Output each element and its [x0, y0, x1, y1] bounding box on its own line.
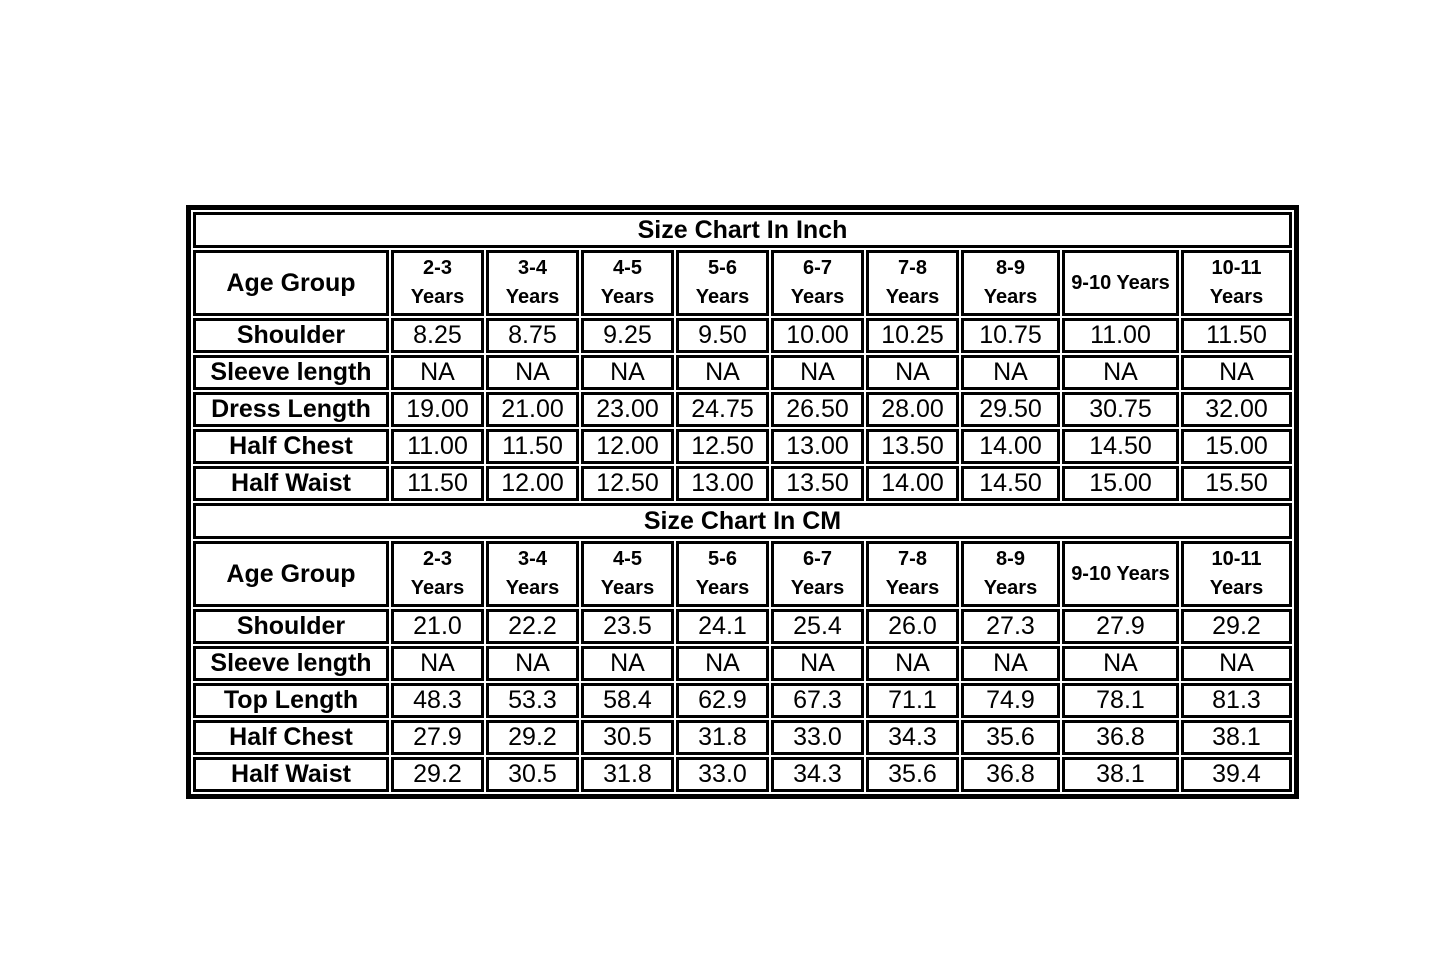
column-header — [1062, 250, 1179, 316]
column-header-line1: 10-11 — [1211, 548, 1262, 570]
column-header-line1: 2-3 — [423, 548, 452, 570]
data-cell: 15.00 — [1181, 429, 1292, 464]
column-header-line1: 4-5 — [613, 257, 642, 279]
column-header — [391, 250, 484, 316]
column-header-line2: Years — [410, 286, 465, 308]
data-cell: 24.1 — [676, 609, 769, 644]
column-header-line2: Years — [1209, 286, 1264, 308]
data-cell: 14.50 — [961, 466, 1060, 501]
data-cell: NA — [866, 646, 959, 681]
data-cell: 11.00 — [391, 429, 484, 464]
table-row — [193, 355, 1292, 390]
data-cell: 19.00 — [391, 392, 484, 427]
title-row — [193, 212, 1292, 248]
column-header-line1: 8-9 — [996, 257, 1025, 279]
data-cell: NA — [486, 355, 579, 390]
column-header — [676, 250, 769, 316]
column-header — [581, 541, 674, 607]
data-cell: NA — [1181, 646, 1292, 681]
column-header — [771, 250, 864, 316]
data-cell: 21.0 — [391, 609, 484, 644]
column-header — [391, 541, 484, 607]
table-row — [193, 318, 1292, 353]
data-cell: 11.50 — [391, 466, 484, 501]
data-cell: 26.0 — [866, 609, 959, 644]
data-cell: NA — [1181, 355, 1292, 390]
data-cell: 74.9 — [961, 683, 1060, 718]
data-cell: 10.75 — [961, 318, 1060, 353]
column-header-line2: Years — [885, 577, 940, 599]
data-cell: NA — [1062, 355, 1179, 390]
column-header-line1: 3-4 — [518, 548, 547, 570]
column-header-line1: 7-8 — [898, 548, 927, 570]
row-label: Shoulder — [193, 609, 389, 644]
data-cell: 14.00 — [866, 466, 959, 501]
data-cell: 58.4 — [581, 683, 674, 718]
data-cell: 31.8 — [676, 720, 769, 755]
size-chart-container — [186, 205, 1299, 799]
column-header-line2: Years — [505, 577, 560, 599]
data-cell: NA — [1062, 646, 1179, 681]
data-cell: NA — [771, 646, 864, 681]
data-cell: 81.3 — [1181, 683, 1292, 718]
data-cell: 12.50 — [676, 429, 769, 464]
table-row — [193, 392, 1292, 427]
data-cell: 11.50 — [486, 429, 579, 464]
data-cell: 31.8 — [581, 757, 674, 792]
column-header-line2: Years — [1209, 577, 1264, 599]
column-header-line1: 4-5 — [613, 548, 642, 570]
size-chart-table — [186, 205, 1299, 799]
column-header — [961, 541, 1060, 607]
data-cell: 8.75 — [486, 318, 579, 353]
data-cell: 27.9 — [1062, 609, 1179, 644]
table-row — [193, 429, 1292, 464]
data-cell: NA — [961, 646, 1060, 681]
data-cell: 36.8 — [1062, 720, 1179, 755]
data-cell: 12.00 — [486, 466, 579, 501]
data-cell: 27.9 — [391, 720, 484, 755]
data-cell: 13.00 — [676, 466, 769, 501]
column-header-line1: 5-6 — [708, 548, 737, 570]
data-cell: 39.4 — [1181, 757, 1292, 792]
column-header — [866, 250, 959, 316]
data-cell: 34.3 — [771, 757, 864, 792]
column-header-line1: 6-7 — [803, 548, 832, 570]
data-cell: 23.00 — [581, 392, 674, 427]
column-header-line1: 10-11 — [1211, 257, 1262, 279]
header-row — [193, 541, 1292, 607]
data-cell: 38.1 — [1181, 720, 1292, 755]
data-cell: 22.2 — [486, 609, 579, 644]
data-cell: NA — [771, 355, 864, 390]
column-header-line2: Years — [790, 286, 845, 308]
data-cell: 10.00 — [771, 318, 864, 353]
column-header — [486, 541, 579, 607]
header-row — [193, 250, 1292, 316]
column-header-line2: Years — [695, 286, 750, 308]
data-cell: 33.0 — [676, 757, 769, 792]
data-cell: 24.75 — [676, 392, 769, 427]
row-label: Dress Length — [193, 392, 389, 427]
data-cell: 12.50 — [581, 466, 674, 501]
data-cell: 8.25 — [391, 318, 484, 353]
data-cell: 32.00 — [1181, 392, 1292, 427]
data-cell: 15.50 — [1181, 466, 1292, 501]
column-header — [581, 250, 674, 316]
table-row — [193, 683, 1292, 718]
column-header — [1062, 541, 1179, 607]
data-cell: NA — [676, 355, 769, 390]
column-header-line1: 5-6 — [708, 257, 737, 279]
data-cell: 11.00 — [1062, 318, 1179, 353]
column-header-line2: Years — [983, 577, 1038, 599]
data-cell: 30.5 — [486, 757, 579, 792]
data-cell: 38.1 — [1062, 757, 1179, 792]
data-cell: NA — [581, 355, 674, 390]
data-cell: 25.4 — [771, 609, 864, 644]
data-cell: 10.25 — [866, 318, 959, 353]
data-cell: 71.1 — [866, 683, 959, 718]
data-cell: 29.2 — [391, 757, 484, 792]
column-header-line2: Years — [505, 286, 560, 308]
row-label: Sleeve length — [193, 355, 389, 390]
data-cell: 34.3 — [866, 720, 959, 755]
data-cell: 33.0 — [771, 720, 864, 755]
data-cell: 26.50 — [771, 392, 864, 427]
data-cell: NA — [676, 646, 769, 681]
column-header — [771, 541, 864, 607]
row-label: Half Chest — [193, 720, 389, 755]
data-cell: NA — [486, 646, 579, 681]
row-label: Sleeve length — [193, 646, 389, 681]
data-cell: 78.1 — [1062, 683, 1179, 718]
column-header-line2: Years — [790, 577, 845, 599]
table-row — [193, 757, 1292, 792]
column-header-line1: 2-3 — [423, 257, 452, 279]
data-cell: 36.8 — [961, 757, 1060, 792]
table-row — [193, 609, 1292, 644]
data-cell: 23.5 — [581, 609, 674, 644]
data-cell: 12.00 — [581, 429, 674, 464]
data-cell: NA — [391, 355, 484, 390]
age-group-header: Age Group — [193, 541, 389, 607]
data-cell: NA — [866, 355, 959, 390]
column-header — [1181, 541, 1292, 607]
data-cell: NA — [391, 646, 484, 681]
data-cell: 13.00 — [771, 429, 864, 464]
column-header-line2: Years — [410, 577, 465, 599]
column-header-line2: Years — [983, 286, 1038, 308]
row-label: Half Waist — [193, 757, 389, 792]
data-cell: 35.6 — [866, 757, 959, 792]
data-cell: 14.00 — [961, 429, 1060, 464]
column-header-line1: 9-10 Years — [1071, 562, 1170, 585]
data-cell: 14.50 — [1062, 429, 1179, 464]
row-label: Top Length — [193, 683, 389, 718]
table-row — [193, 466, 1292, 501]
column-header-line2: Years — [600, 577, 655, 599]
data-cell: 27.3 — [961, 609, 1060, 644]
data-cell: 29.2 — [486, 720, 579, 755]
data-cell: 53.3 — [486, 683, 579, 718]
data-cell: 9.25 — [581, 318, 674, 353]
column-header-line2: Years — [600, 286, 655, 308]
column-header-line1: 8-9 — [996, 548, 1025, 570]
data-cell: 28.00 — [866, 392, 959, 427]
age-group-header: Age Group — [193, 250, 389, 316]
column-header — [676, 541, 769, 607]
column-header — [961, 250, 1060, 316]
column-header-line1: 6-7 — [803, 257, 832, 279]
data-cell: 29.2 — [1181, 609, 1292, 644]
title-row — [193, 503, 1292, 539]
column-header-line2: Years — [885, 286, 940, 308]
column-header — [866, 541, 959, 607]
column-header — [486, 250, 579, 316]
data-cell: NA — [961, 355, 1060, 390]
data-cell: 13.50 — [866, 429, 959, 464]
column-header-line1: 9-10 Years — [1071, 271, 1170, 294]
data-cell: 30.75 — [1062, 392, 1179, 427]
data-cell: 13.50 — [771, 466, 864, 501]
table-row — [193, 646, 1292, 681]
column-header — [1181, 250, 1292, 316]
data-cell: 30.5 — [581, 720, 674, 755]
column-header-line1: 3-4 — [518, 257, 547, 279]
data-cell: 67.3 — [771, 683, 864, 718]
section-title: Size Chart In Inch — [193, 212, 1292, 248]
data-cell: 9.50 — [676, 318, 769, 353]
data-cell: 15.00 — [1062, 466, 1179, 501]
data-cell: 29.50 — [961, 392, 1060, 427]
data-cell: 21.00 — [486, 392, 579, 427]
data-cell: 11.50 — [1181, 318, 1292, 353]
column-header-line1: 7-8 — [898, 257, 927, 279]
row-label: Shoulder — [193, 318, 389, 353]
data-cell: 62.9 — [676, 683, 769, 718]
row-label: Half Waist — [193, 466, 389, 501]
row-label: Half Chest — [193, 429, 389, 464]
data-cell: 35.6 — [961, 720, 1060, 755]
data-cell: 48.3 — [391, 683, 484, 718]
data-cell: NA — [581, 646, 674, 681]
table-row — [193, 720, 1292, 755]
column-header-line2: Years — [695, 577, 750, 599]
section-title: Size Chart In CM — [193, 503, 1292, 539]
